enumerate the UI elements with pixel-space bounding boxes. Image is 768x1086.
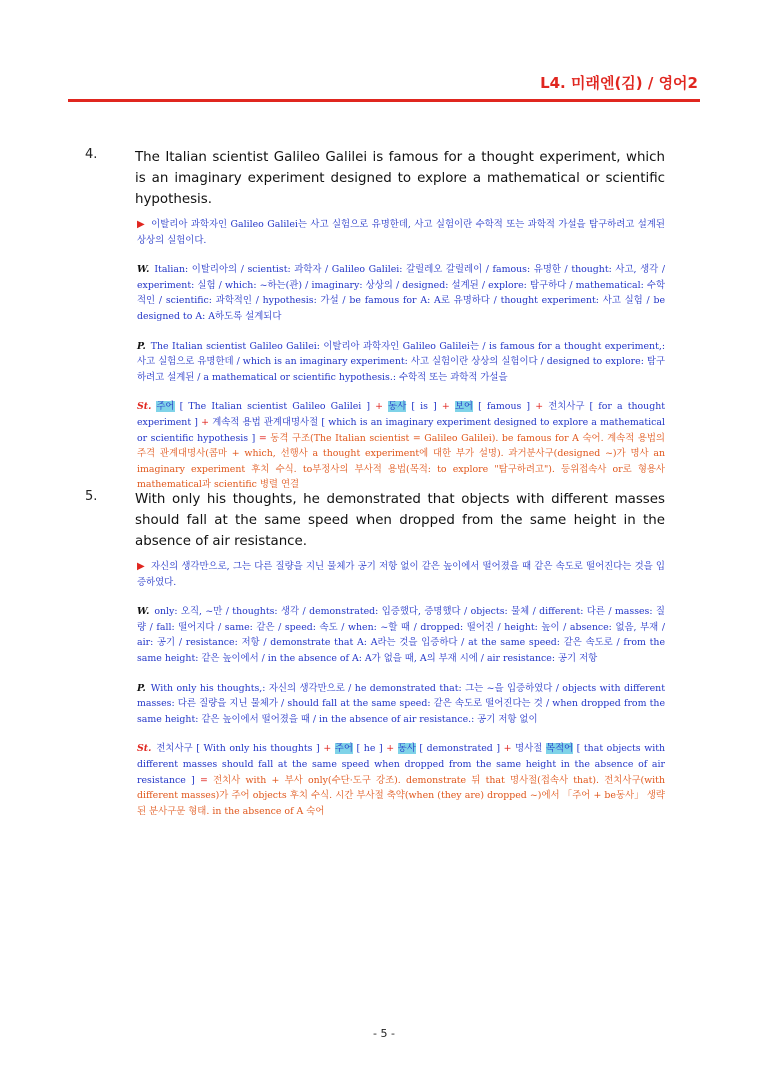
structure-operator: =	[199, 774, 214, 786]
page-header: L4. 미래엔(김) / 영어2	[540, 74, 698, 92]
grammar-role-label: 동사	[388, 401, 407, 413]
sentence-item-5	[85, 489, 665, 819]
phrases-text: With only his thoughts,: 자신의 생각만으로 / he demonstrated that: 그는 ~을 입증하였다 / objects with different masses: 다른 질량을 지닌 물체가 / should fall at the same speed: 같은 속도로 떨어진다는 것 / when dropped from the same height: 같은 높이에서 떨어졌을 때 / in the absence of air resistance.: 공기 저항 없이	[137, 682, 665, 725]
phrases-text: The Italian scientist Galileo Galilei: 이탈리아 과학자인 Galileo Galilei는 / is famous for a thought experiment,: 사고 실험으로 유명한데 / which is an imaginary experiment: 사고 실험이란 상상의 실험이다 / designed to explore: 탐구하려고 설계된 / a mathematical or scientific hypothesis.: 수학적 또는 과학적 가설을	[137, 340, 665, 383]
structure-tag: St.	[137, 401, 152, 413]
triangle-bullet-icon: ▶	[137, 219, 146, 230]
structure-tag: St.	[137, 743, 152, 755]
header-rule	[68, 99, 700, 102]
triangle-bullet-icon: ▶	[137, 561, 145, 572]
grammar-role-label: 보어	[454, 401, 473, 413]
structure-note: 전치사 with + 부사 only(수단·도구 강조). demonstrate 뒤 that 명사절(접속사 that). 전치사구(with different masses)가 주어 objects 후치 수식. 시간 부사절 축약(when (they are) dropped ~)에서 「주어 + be동사」 생략된 분사구문 형태. in the absence of A 숙어	[137, 774, 665, 817]
structure-segment: [ he ]	[352, 743, 387, 755]
translation-text: 이탈리아 과학자인 Galileo Galilei는 사고 실험으로 유명한데, 사고 실험이란 수학적 또는 과학적 가설을 탐구하려고 설계된 상상의 실험이다.	[137, 219, 665, 246]
structure-operator: =	[258, 432, 271, 444]
phrase-list	[137, 339, 665, 386]
structure-operator: +	[535, 401, 549, 413]
structure-operator: +	[201, 416, 213, 428]
words-tag: W.	[137, 606, 150, 618]
structure-segment: 전치사구 [ for a thought experiment ]	[137, 401, 666, 428]
word-list	[137, 604, 665, 666]
structure-note: 동격 구조(The Italian scientist = Galileo Galilei). be famous for A 숙어. 계속적 용법의 주격 관계대명사(콤마 + which, 선행사 a thought experiment에 대한 부가 설명). 과거분사구(designed ~)가 명사 an imaginary experiment 후치 수식. to부정사의 부사적 용법(목적: to explore "탐구하려고"). 등위접속사 or로 형용사 mathematical과 scientific 병렬 연결	[137, 432, 665, 491]
sentence-item-4	[85, 147, 665, 493]
translation	[137, 559, 665, 590]
structure-segment: [ The Italian scientist Galileo Galilei ]	[174, 401, 376, 413]
structure-operator: +	[441, 401, 455, 413]
phrases-tag: P.	[137, 340, 146, 352]
structure-operator: +	[323, 743, 335, 755]
phrase-list	[137, 681, 665, 728]
grammar-role-label: 동사	[397, 743, 416, 755]
item-number: 5.	[85, 489, 98, 504]
words-tag: W.	[137, 264, 150, 276]
page-number: - 5 -	[373, 1027, 395, 1040]
phrases-tag: P.	[137, 682, 146, 694]
structure-segment: [ famous ]	[472, 401, 536, 413]
structure-segment: [ that objects with different masses should fall at the same speed when dropped from the same height in the absence of air resistance ]	[137, 743, 666, 786]
structure-segment: 전치사구 [ With only his thoughts ]	[156, 743, 324, 755]
translation	[137, 217, 665, 248]
structure-analysis	[137, 741, 665, 819]
item-number: 4.	[85, 147, 98, 162]
structure-segment: 계속적 용법 관계대명사절 [ which is an imaginary experiment designed to explore a mathematical or scientific hypothesis ]	[137, 416, 665, 444]
structure-operator: +	[386, 743, 398, 755]
grammar-role-label: 주어	[334, 743, 353, 755]
english-sentence: With only his thoughts, he demonstrated that objects with different masses should fall at the same speed when dropped from the same height in the absence of air resistance.	[135, 492, 665, 549]
structure-operator: +	[503, 743, 516, 755]
structure-segment: [ is ]	[406, 401, 442, 413]
structure-analysis	[137, 399, 665, 493]
grammar-role-label: 주어	[156, 401, 175, 413]
word-list	[137, 262, 665, 324]
structure-segment: [ demonstrated ]	[415, 743, 504, 755]
words-text: Italian: 이탈리아의 / scientist: 과학자 / Galileo Galilei: 갈릴레오 갈릴레이 / famous: 유명한 / thought: 사고, 생각 / experiment: 실험 / which: ~하는(관) / imaginary: 상상의 / designed: 설계된 / explore: 탐구하다 / mathematical: 수학적인 / scientific: 과학적인 / hypothesis: 가설 / be famous for A: A로 유명하다 / thought experiment: 사고 실험 / be designed to A: A하도록 설계되다	[137, 264, 665, 322]
structure-segment: 명사절	[515, 743, 546, 755]
structure-operator: +	[375, 401, 389, 413]
grammar-role-label: 목적어	[545, 743, 574, 755]
english-sentence: The Italian scientist Galileo Galilei is famous for a thought experiment, which is an imaginary experiment designed to explore a mathematical or scientific hypothesis.	[135, 150, 665, 207]
words-text: only: 오직, ~만 / thoughts: 생각 / demonstrated: 입증했다, 증명했다 / objects: 물체 / different: 다른 / masses: 질량 / fall: 떨어지다 / same: 같은 / speed: 속도 / when: ~할 때 / dropped: 떨어진 / height: 높이 / absence: 없음, 부재 / air: 공기 / resistance: 저항 / demonstrate that A: A라는 것을 입증하다 / at the same speed: 같은 속도로 / from the same height: 같은 높이에서 / in the absence of A: A가 없을 때, A의 부재 시에 / air resistance: 공기 저항	[137, 606, 665, 664]
translation-text: 자신의 생각만으로, 그는 다른 질량을 지닌 물체가 공기 저항 없이 같은 높이에서 떨어졌을 때 같은 속도로 떨어진다는 것을 입증하였다.	[137, 561, 665, 588]
